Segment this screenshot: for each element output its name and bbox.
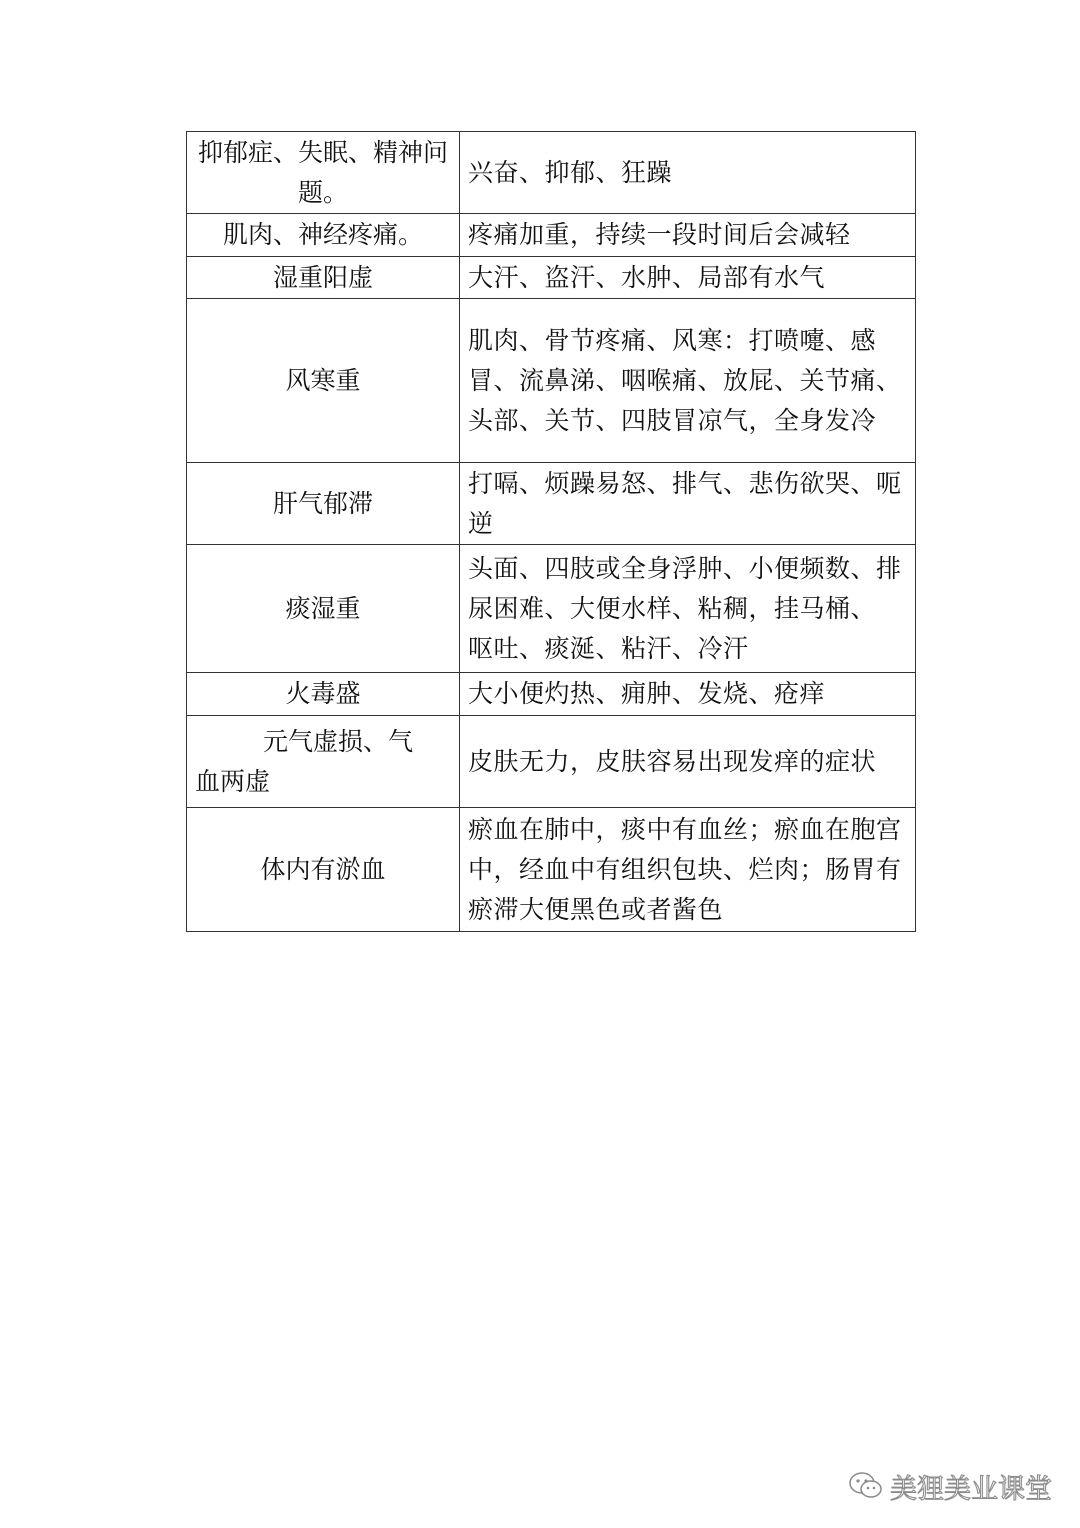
symptom-cell: 疼痛加重，持续一段时间后会减轻 <box>460 214 916 257</box>
condition-cell: 抑郁症、失眠、精神问题。 <box>187 132 460 214</box>
symptom-cell: 皮肤无力，皮肤容易出现发痒的症状 <box>460 716 916 808</box>
symptom-cell: 瘀血在肺中，痰中有血丝；瘀血在胞宫中，经血中有组织包块、烂肉；肠胃有瘀滞大便黑色或者酱色 <box>460 808 916 932</box>
watermark-text: 美狸美业课堂 <box>890 1473 1052 1505</box>
condition-cell: 肝气郁滞 <box>187 463 460 545</box>
condition-line-1: 元气虚损、气 <box>263 726 414 756</box>
condition-cell <box>187 716 460 808</box>
table-row <box>187 257 916 299</box>
table-row <box>187 214 916 257</box>
symptom-cell: 大小便灼热、痈肿、发烧、疮痒 <box>460 673 916 716</box>
table-row <box>187 299 916 463</box>
condition-cell: 体内有淤血 <box>187 808 460 932</box>
symptom-cell: 大汗、盗汗、水肿、局部有水气 <box>460 257 916 299</box>
condition-line-2: 血两虚 <box>195 766 271 796</box>
watermark <box>848 1466 1052 1506</box>
condition-cell: 痰湿重 <box>187 545 460 673</box>
table-row <box>187 808 916 932</box>
symptom-cell: 兴奋、抑郁、狂躁 <box>460 132 916 214</box>
symptom-table <box>186 131 916 932</box>
table-row <box>187 673 916 716</box>
condition-cell: 肌肉、神经疼痛。 <box>187 214 460 257</box>
condition-cell: 风寒重 <box>187 299 460 463</box>
symptom-cell: 打嗝、烦躁易怒、排气、悲伤欲哭、呃逆 <box>460 463 916 545</box>
wechat-icon <box>848 1471 884 1501</box>
table-row <box>187 545 916 673</box>
table-row <box>187 463 916 545</box>
table-row <box>187 716 916 808</box>
table-row <box>187 132 916 214</box>
symptom-cell: 头面、四肢或全身浮肿、小便频数、排尿困难、大便水样、粘稠，挂马桶、 呕吐、痰涎、粘汗、冷汗 <box>460 545 916 673</box>
condition-cell: 湿重阳虚 <box>187 257 460 299</box>
symptom-cell: 肌肉、骨节疼痛、风寒：打喷嚏、感冒、流鼻涕、咽喉痛、放屁、关节痛、头部、关节、四肢冒凉气，全身发冷 <box>460 299 916 463</box>
condition-cell: 火毒盛 <box>187 673 460 716</box>
